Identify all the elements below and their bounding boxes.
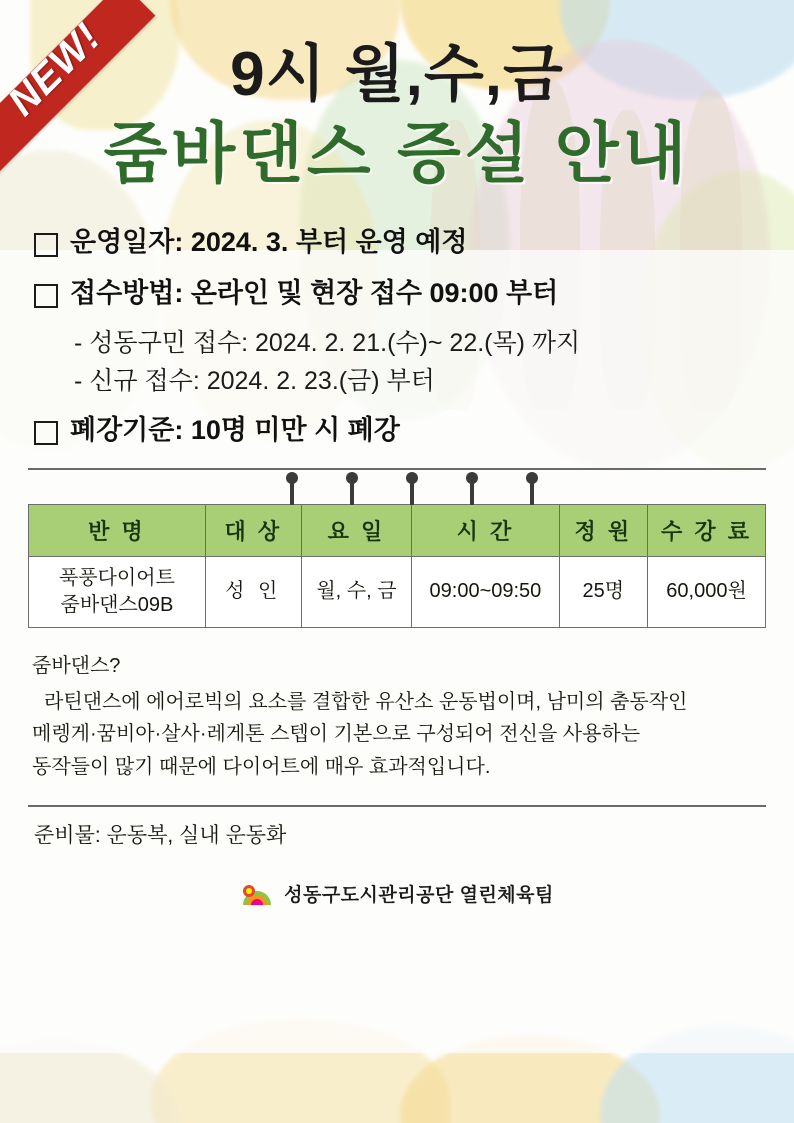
cell-fee: 60,000원 [648,556,766,627]
info-item-registration-method [34,276,760,311]
description-line-2: 메렝게·꿈비아·살사·레게톤 스텝이 기본으로 구성되어 전신을 사용하는 [32,723,641,746]
info-item-label: 접수방법: 온라인 및 현장 접수 09:00 부터 [70,277,559,308]
info-item-label: 운영일자: 2024. 3. 부터 운영 예정 [70,226,468,257]
footer-branding [22,879,772,909]
checkbox-icon [34,233,58,257]
footer-organization-label: 성동구도시관리공단 열린체육팀 [284,885,554,907]
class-name-line-2: 줌바댄스09B [60,593,174,616]
table-header-row [29,504,766,556]
table-header-days: 요 일 [301,504,412,556]
table-row [29,556,766,627]
description-block [32,650,762,784]
cell-target: 성 인 [205,556,301,627]
pin-marker-icon [526,472,538,484]
cell-class-name [29,556,206,627]
pin-marker-icon [286,472,298,484]
cell-capacity: 25명 [559,556,647,627]
info-item-cancellation-rule [34,413,760,448]
pin-marker-group [28,470,766,504]
title-line-1: 9시 월,수,금 [230,40,564,109]
table-header-time: 시 간 [412,504,559,556]
cell-time: 09:00~09:50 [412,556,559,627]
checkbox-icon [34,284,58,308]
table-header-capacity: 정 원 [559,504,647,556]
pin-marker-icon [466,472,478,484]
description-line-1: 라틴댄스에 에어로빅의 요소를 결합한 유산소 운동법이며, 남미의 춤동작인 [44,691,688,714]
description-line-3: 동작들이 많기 때문에 다이어트에 매우 효과적입니다. [32,755,491,778]
pin-marker-icon [406,472,418,484]
info-list [22,225,772,448]
table-header-target: 대 상 [205,504,301,556]
info-item-label: 폐강기준: 10명 미만 시 폐강 [70,414,400,445]
title-line-2: 줌바댄스 증설 안내 [103,115,691,190]
preparation-note: 준비물: 운동복, 실내 운동화 [34,823,287,847]
info-item-operation-date [34,225,760,260]
cell-days: 월, 수, 금 [301,556,412,627]
info-subitem-resident-registration: - 성동구민 접수: 2024. 2. 21.(수)~ 22.(목) 까지 [74,329,581,358]
rainbow-swirl-logo-icon [240,879,274,909]
class-name-line-1: 푹풍다이어트 [58,566,175,589]
pin-marker-icon [346,472,358,484]
description-question: 줌바댄스? [32,654,121,677]
info-subitem-new-registration: - 신규 접수: 2024. 2. 23.(금) 부터 [74,366,435,395]
checkbox-icon [34,421,58,445]
new-ribbon-label: NEW! [0,14,110,125]
table-header-fee: 수 강 료 [648,504,766,556]
schedule-table [28,504,766,628]
footer-divider [28,805,766,807]
table-header-class-name: 반 명 [29,504,206,556]
